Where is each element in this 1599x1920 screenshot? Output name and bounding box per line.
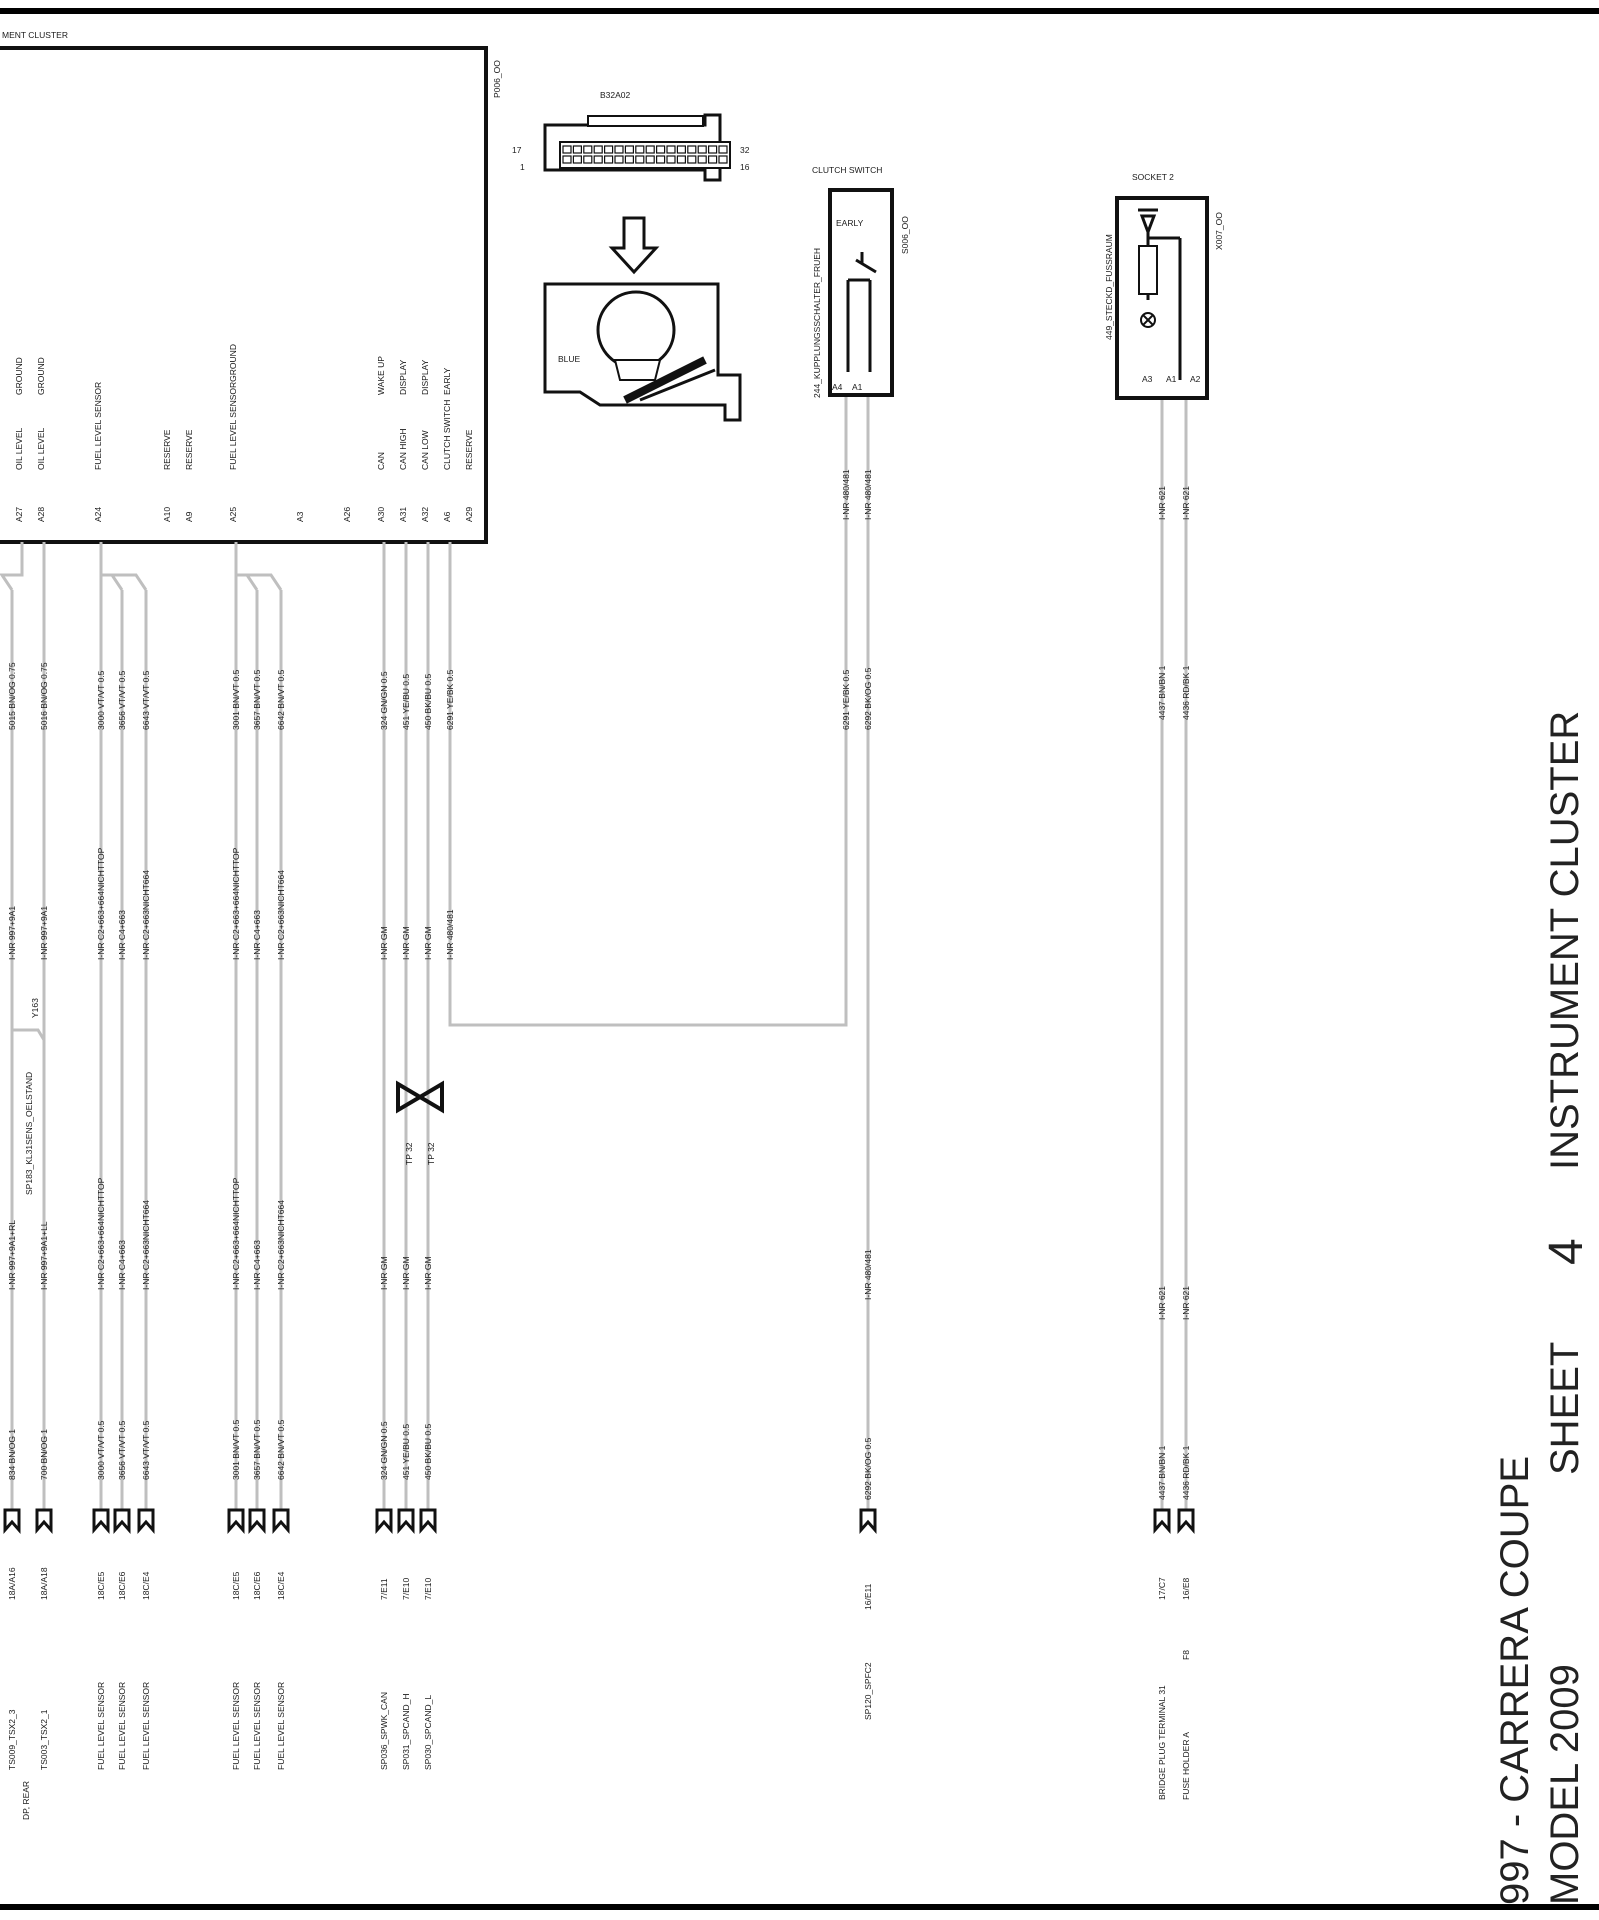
- wire-label-mid: I-NR GM: [423, 926, 433, 960]
- cluster-pin-number: A28: [36, 506, 46, 522]
- clutch-wire-label-low: I-NR 480/481: [863, 1249, 873, 1300]
- connector-pin-cell: [698, 146, 706, 153]
- wire-label-bottom: 6643 VT/VT 0.5: [141, 1420, 151, 1480]
- clutch-pin-a1: A1: [852, 382, 863, 392]
- connector-b32a02: [512, 90, 750, 420]
- connector-pin-17: 17: [512, 145, 522, 155]
- connector-pin-cell: [636, 156, 644, 163]
- connector-pin-cell: [646, 156, 654, 163]
- wire-destination: FUEL LEVEL SENSOR: [141, 1681, 151, 1770]
- splice-y163-label: Y163: [30, 998, 40, 1018]
- cluster-pin-number: A3: [295, 511, 305, 522]
- wire-destination-2: DP, REAR: [21, 1780, 31, 1820]
- socket-terminal: [1179, 1510, 1193, 1530]
- section-title: INSTRUMENT CLUSTER: [1543, 710, 1587, 1170]
- connector-pin-cell: [584, 156, 592, 163]
- wire-label-mid: I-NR C2+663NICHT664: [141, 870, 151, 960]
- wire-terminal: [229, 1510, 243, 1530]
- wire-label-mid: I-NR 997+9A1: [39, 905, 49, 960]
- cluster-pin-number: A32: [420, 506, 430, 522]
- wire-terminal: [421, 1510, 435, 1530]
- wire-location: 7/E10: [401, 1577, 411, 1600]
- wire-label-upper: 3657 BN/VT 0.5: [252, 669, 262, 730]
- cluster-pin-number: A6: [442, 511, 452, 522]
- wire-label-upper: 3001 BN/VT 0.5: [231, 669, 241, 730]
- connector-pin-cell: [719, 156, 727, 163]
- wire-location: 18C/E4: [141, 1571, 151, 1600]
- cluster-id: P006_OO: [492, 60, 502, 98]
- connector-pin-cell: [719, 146, 727, 153]
- wire-destination: FUEL LEVEL SENSOR: [231, 1681, 241, 1770]
- connector-pin-cell: [615, 146, 623, 153]
- wire-branch: [236, 542, 257, 590]
- wire-label-low: I-NR C2+663+664NICHTTOP: [96, 1177, 106, 1290]
- wire-label-mid: I-NR 480/481: [445, 909, 455, 960]
- cluster-pin-function: RESERVE: [162, 429, 172, 470]
- cluster-pin-function: CAN LOW: [420, 430, 430, 470]
- cluster-pin-number: A9: [184, 511, 194, 522]
- wire-label-low: I-NR C2+663NICHT664: [141, 1200, 151, 1290]
- sheet-number: 4: [1540, 1238, 1593, 1265]
- cluster-pin-function2: GROUND: [14, 357, 24, 395]
- connector-color-label: BLUE: [558, 354, 581, 364]
- connector-pin-cell: [625, 146, 633, 153]
- cluster-pin-function: FUEL LEVEL SENSORGROUND: [228, 344, 238, 470]
- connector-pin-cell: [594, 156, 602, 163]
- socket-wire-label-top: I-NR 621: [1157, 485, 1167, 520]
- clutch-switch-id: S006_OO: [900, 216, 910, 254]
- wire-label-bottom: 324 GN/GN 0.5: [379, 1421, 389, 1480]
- wire-label-bottom: 834 BN/OG 1: [7, 1428, 17, 1480]
- socket-wire-destination-2: F8: [1181, 1650, 1191, 1660]
- wire-label-bottom: 3657 BN/VT 0.5: [252, 1419, 262, 1480]
- connector-name: B32A02: [600, 90, 631, 100]
- socket-terminal: [1155, 1510, 1169, 1530]
- socket-wire-label-upper: 4436 RD/BK 1: [1181, 665, 1191, 720]
- connector-pin-cell: [688, 146, 696, 153]
- wire-destination: SP036_SPWK_CAN: [379, 1692, 389, 1770]
- socket-pin-a3: A3: [1142, 374, 1153, 384]
- cluster-pin-function2: GROUND: [36, 357, 46, 395]
- wire-label-low: I-NR C2+663NICHT664: [276, 1200, 286, 1290]
- wire-label-bottom: 451 YE/BU 0.5: [401, 1423, 411, 1480]
- socket-2: [1104, 172, 1224, 398]
- clutch-wire-destination: SP120_SPFC2: [863, 1662, 873, 1720]
- title-line-2: MODEL 2009: [1543, 1664, 1587, 1905]
- cluster-pin-function2: EARLY: [442, 367, 452, 395]
- wire-terminal: [274, 1510, 288, 1530]
- wire-location: 7/E11: [379, 1578, 389, 1600]
- socket-wire-destination: BRIDGE PLUG TERMINAL 31: [1157, 1685, 1167, 1800]
- cluster-pin-number: A10: [162, 506, 172, 522]
- wire-harness: [2, 395, 1186, 1510]
- clutch-pin-a4: A4: [832, 382, 843, 392]
- wire-terminal: [37, 1510, 51, 1530]
- twisted-pair-label-2: TP 32: [426, 1142, 436, 1165]
- cluster-pin-number: A25: [228, 506, 238, 522]
- wire-branch: [236, 542, 281, 590]
- wire-destination: SP031_SPCAND_H: [401, 1693, 411, 1770]
- wire-label-low: I-NR C4+663: [117, 1240, 127, 1290]
- wire-label-low: I-NR GM: [379, 1256, 389, 1290]
- wire-label-upper: 3656 VT/VT 0.5: [117, 670, 127, 730]
- wire-label-low: I-NR 997+9A1+RL: [7, 1220, 17, 1290]
- clutch-wire-label-top: I-NR 480/481: [863, 469, 873, 520]
- cluster-pin-function: RESERVE: [464, 429, 474, 470]
- connector-pin-cell: [709, 146, 717, 153]
- socket-wire-label-bottom: 4436 RD/BK 1: [1181, 1445, 1191, 1500]
- wire-label-upper: 5015 BN/OG 0.75: [7, 662, 17, 730]
- wire-label-mid: I-NR C2+663NICHT664: [276, 870, 286, 960]
- wire-label-mid: I-NR C4+663: [117, 910, 127, 960]
- connector-pin-cell: [667, 156, 675, 163]
- clutch-wire-label-bottom: 6292 BK/OG 0.5: [863, 1437, 873, 1500]
- wire-label-mid: I-NR GM: [401, 926, 411, 960]
- wire-label-upper: 451 YE/BU 0.5: [401, 673, 411, 730]
- clutch-wire-label-top: I-NR 480/481: [841, 469, 851, 520]
- wire-terminal: [5, 1510, 19, 1530]
- connector-pin-32: 32: [740, 145, 750, 155]
- cluster-pin-function: FUEL LEVEL SENSOR: [93, 381, 103, 470]
- connector-pin-cell: [646, 146, 654, 153]
- connector-pin-cell: [605, 146, 613, 153]
- wire-clutch-link: [450, 405, 846, 1025]
- socket-wire-location: 17/C7: [1157, 1577, 1167, 1600]
- wire-label-bottom: 6642 BN/VT 0.5: [276, 1419, 286, 1480]
- wire-terminal: [377, 1510, 391, 1530]
- cluster-pin-function: CAN: [376, 452, 386, 470]
- connector-pin-cell: [625, 156, 633, 163]
- connector-pin-cell: [667, 146, 675, 153]
- wire-location: 18C/E4: [276, 1571, 286, 1600]
- socket-wire-label-upper: 4437 BN/BN 1: [1157, 665, 1167, 720]
- wire-label-bottom: 3001 BN/VT 0.5: [231, 1419, 241, 1480]
- socket-wire-label-top: I-NR 621: [1181, 485, 1191, 520]
- wire-label-upper: 6643 VT/VT 0.5: [141, 670, 151, 730]
- connector-pin-cell: [584, 146, 592, 153]
- wire-location: 18C/E6: [117, 1571, 127, 1600]
- wire-branch: [2, 542, 22, 590]
- cluster-pin-number: A29: [464, 506, 474, 522]
- connector-pin-cell: [636, 146, 644, 153]
- connector-pin-16: 16: [740, 162, 750, 172]
- cluster-pin-function: CLUTCH SWITCH: [442, 399, 452, 470]
- wire-labels: [7, 469, 1191, 1500]
- clutch-wire-location: 16/E11: [863, 1583, 873, 1610]
- clutch-terminal: [861, 1510, 875, 1530]
- wire-terminal: [399, 1510, 413, 1530]
- instrument-cluster-box: [0, 48, 486, 542]
- wire-destination: TS003_TSX2_1: [39, 1709, 49, 1770]
- wire-label-upper: 6642 BN/VT 0.5: [276, 669, 286, 730]
- wire-terminal: [139, 1510, 153, 1530]
- destination-labels: [0, 1567, 1191, 1820]
- connector-pin-cell: [594, 146, 602, 153]
- cluster-pin-function: OIL LEVEL: [14, 427, 24, 470]
- wire-label-low: I-NR C2+663+664NICHTTOP: [231, 1177, 241, 1290]
- wire-location: 7/E10: [423, 1577, 433, 1600]
- wire-destination: SP030_SPCAND_L: [423, 1694, 433, 1770]
- wire-terminal: [94, 1510, 108, 1530]
- clutch-switch-title: CLUTCH SWITCH: [812, 165, 883, 175]
- cluster-pin-function: CAN HIGH: [398, 428, 408, 470]
- cluster-pin-number: A24: [93, 506, 103, 522]
- connector-pin-cell: [563, 156, 571, 163]
- wire-terminal: [250, 1510, 264, 1530]
- wire-label-low: I-NR GM: [423, 1256, 433, 1290]
- wire-location: 18C/E5: [231, 1571, 241, 1600]
- connector-pin-cell: [709, 156, 717, 163]
- splice-y163-wire: [12, 1030, 44, 1040]
- socket-wire-label-low: I-NR 621: [1157, 1285, 1167, 1320]
- cluster-title: MENT CLUSTER: [2, 30, 68, 40]
- wire-label-mid: I-NR C4+663: [252, 910, 262, 960]
- cluster-pin-function: OIL LEVEL: [36, 427, 46, 470]
- socket-wire-destination: FUSE HOLDER A: [1181, 1731, 1191, 1800]
- wire-label-mid: I-NR C2+663+664NICHTTOP: [231, 847, 241, 960]
- cluster-pin-function2: WAKE UP: [376, 356, 386, 395]
- wire-label-mid: I-NR 997+9A1: [7, 905, 17, 960]
- wire-label-mid: I-NR GM: [379, 926, 389, 960]
- wire-label-low: I-NR C4+663: [252, 1240, 262, 1290]
- twisted-pair-label-1: TP 32: [404, 1142, 414, 1165]
- wire-label-upper: 324 GN/GN 0.5: [379, 671, 389, 730]
- wire-destination: TS009_TSX2_3: [7, 1709, 17, 1770]
- connector-pin-cell: [688, 156, 696, 163]
- wire-label-low: I-NR 997+9A1+LL: [39, 1221, 49, 1290]
- splice-sp183-label: SP183_KL31SENS_OELSTAND: [24, 1071, 34, 1195]
- wire-label-upper: 5016 BN/OG 0.75: [39, 662, 49, 730]
- wire-location: 18C/E5: [96, 1571, 106, 1600]
- socket-wire-location: 16/E8: [1181, 1577, 1191, 1600]
- wire-location: 18C/E6: [252, 1571, 262, 1600]
- terminal-connectors: [5, 1510, 1193, 1530]
- connector-pin-cell: [657, 146, 665, 153]
- connector-pin-cell: [563, 146, 571, 153]
- connector-pin-cell: [677, 156, 685, 163]
- title-line-1: 997 - CARRERA COUPE: [1493, 1455, 1537, 1905]
- wire-location: 18A/A18: [39, 1567, 49, 1600]
- connector-pin-cell: [573, 156, 581, 163]
- cluster-pin-function: RESERVE: [184, 429, 194, 470]
- socket-pin-a1: A1: [1166, 374, 1177, 384]
- connector-pin-cell: [573, 146, 581, 153]
- clutch-wire-label-upper: 6292 BK/OG 0.5: [863, 667, 873, 730]
- clutch-switch-part: 244_KUPPLUNGSSCHALTER_FRUEH: [812, 247, 822, 398]
- wire-destination: FUEL LEVEL SENSOR: [276, 1681, 286, 1770]
- socket-id: X007_OO: [1214, 212, 1224, 250]
- wire-branch: [101, 542, 122, 590]
- bottom-frame-line: [0, 1904, 1599, 1910]
- socket-wire-label-low: I-NR 621: [1181, 1285, 1191, 1320]
- wire-label-upper: 3000 VT/VT 0.5: [96, 670, 106, 730]
- socket-title: SOCKET 2: [1132, 172, 1174, 182]
- clutch-switch-variant: EARLY: [836, 218, 864, 228]
- wire-label-mid: I-NR C2+663+664NICHTTOP: [96, 847, 106, 960]
- wire-label-bottom: 700 BN/OG 1: [39, 1428, 49, 1480]
- wire-destination: FUEL LEVEL SENSOR: [117, 1681, 127, 1770]
- wire-label-bottom: 450 BK/BU 0.5: [423, 1423, 433, 1480]
- clutch-wire-label-upper: 6291 YE/BK 0.5: [841, 669, 851, 730]
- title-block: [1493, 711, 1593, 1905]
- wire-destination: FUEL LEVEL SENSOR: [96, 1681, 106, 1770]
- connector-pin-cell: [677, 146, 685, 153]
- cluster-pin-function2: DISPLAY: [420, 359, 430, 395]
- wire-label-upper: 6291 YE/BK 0.5: [445, 669, 455, 730]
- wire-destination: FUEL LEVEL SENSOR: [252, 1681, 262, 1770]
- sheet-label: SHEET: [1543, 1341, 1587, 1475]
- connector-pin-cell: [657, 156, 665, 163]
- cluster-pin-number: A31: [398, 506, 408, 522]
- connector-pin-cell: [615, 156, 623, 163]
- top-frame-line: [0, 8, 1599, 14]
- socket-part: 449_STECKD_FUSSRAUM: [1104, 234, 1114, 340]
- cluster-pin-function2: DISPLAY: [398, 359, 408, 395]
- wire-label-bottom: 3000 VT/VT 0.5: [96, 1420, 106, 1480]
- connector-pin-cell: [605, 156, 613, 163]
- wire-terminal: [115, 1510, 129, 1530]
- wire-label-bottom: 3656 VT/VT 0.5: [117, 1420, 127, 1480]
- cluster-pin-number: A27: [14, 506, 24, 522]
- wire-location: 18A/A16: [7, 1567, 17, 1600]
- cluster-pin-number: A26: [342, 506, 352, 522]
- wire-label-low: I-NR GM: [401, 1256, 411, 1290]
- wire-branch: [101, 542, 146, 590]
- socket-wire-label-bottom: 4437 BN/BN 1: [1157, 1445, 1167, 1500]
- socket-pin-a2: A2: [1190, 374, 1201, 384]
- connector-pin-1: 1: [520, 162, 525, 172]
- wire-label-upper: 450 BK/BU 0.5: [423, 673, 433, 730]
- clutch-switch: [812, 165, 910, 398]
- connector-pin-cell: [698, 156, 706, 163]
- cluster-pin-number: A30: [376, 506, 386, 522]
